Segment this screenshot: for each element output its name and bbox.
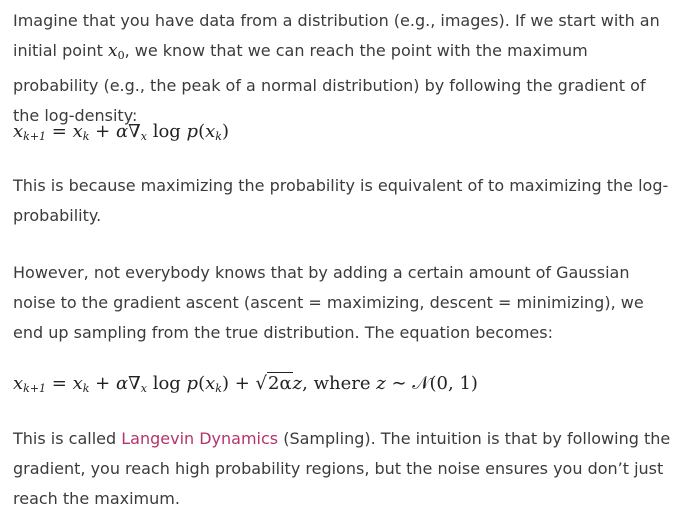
intro-text: Imagine that you have data from a distribution (e.g., images). If we start with an initial point: [13, 11, 660, 60]
intro-paragraph: [13, 6, 675, 131]
log-probability-paragraph: This is because maximizing the probability is equivalent of to maximizing the log-probability.: [13, 176, 669, 225]
gradient-ascent-equation: $x_{k+1} = x_k + \alpha\nabla_x$ $\log p(x_k)$: [13, 121, 229, 143]
square-root: √2α: [255, 373, 292, 394]
langevin-paragraph: [13, 424, 675, 514]
intro-text-continued: , we know that we can reach the point with the maximum probability (e.g., the peak of a normal distribution) by following the gradient of the log-density:: [13, 41, 646, 125]
initial-point-symbol: $x_0$: [107, 41, 125, 62]
langevin-equation: $x_{k+1} = x_k + \alpha\nabla_x$ $\log p(x_k) + √2\alpha z$, where z ∼ 𝒩(0, 1): [13, 373, 478, 395]
langevin-dynamics-link[interactable]: Langevin Dynamics: [121, 429, 279, 448]
langevin-text: This is called: [13, 429, 122, 448]
gaussian-noise-paragraph: However, not everybody knows that by adding a certain amount of Gaussian noise to the gradient ascent (ascent = maximizing, descent = minimizing), we end up sampling from the true distribution. The equation becomes:: [13, 263, 644, 342]
langevin-text-continued: (Sampling). The intuition is that by following the gradient, you reach high probability regions, but the noise ensures you don’t just reach the maximum.: [13, 429, 671, 508]
